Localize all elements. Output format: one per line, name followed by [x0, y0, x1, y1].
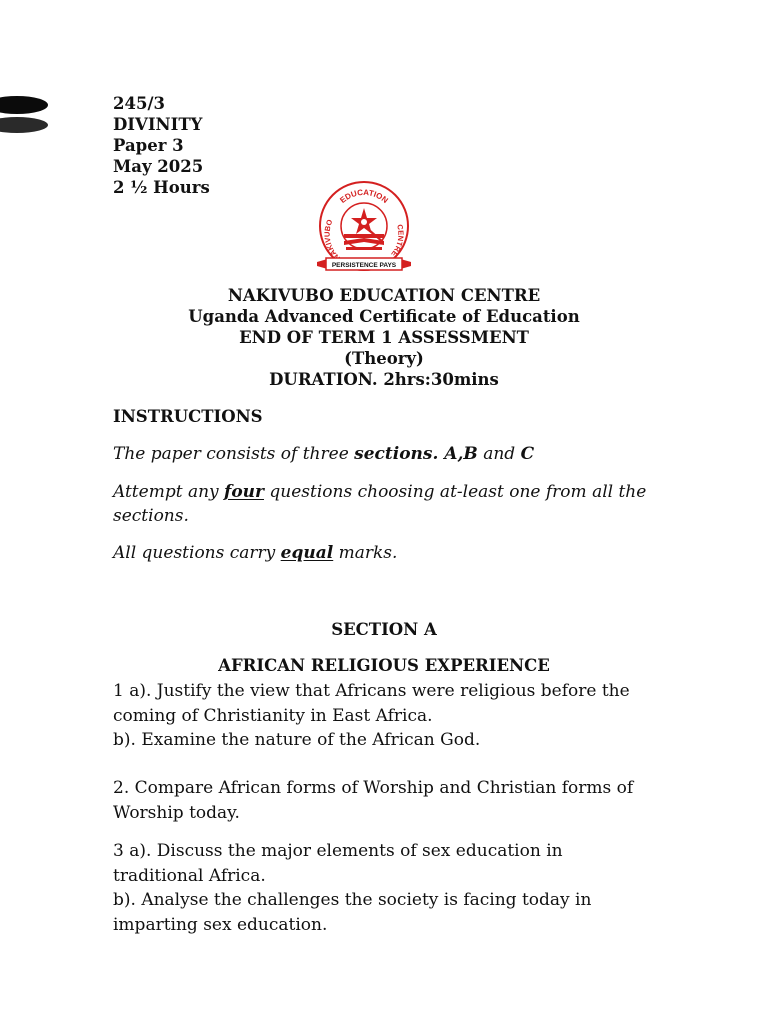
instruction-sections: [113, 442, 658, 466]
question-2: 2. Compare African forms of Worship and Christian forms of Worship today.: [113, 778, 634, 823]
instruction-emphasis: equal: [280, 543, 334, 563]
section-subheading: AFRICAN RELIGIOUS EXPERIENCE: [218, 656, 550, 675]
question-1a: 1 a). Justify the view that Africans were religious before the coming of Christianity in East Africa.: [113, 681, 630, 726]
paper-number: Paper 3: [113, 136, 184, 155]
section-heading: SECTION A: [331, 620, 437, 639]
instruction-emphasis: C: [520, 444, 535, 464]
question-1: [113, 679, 653, 753]
instruction-text: and: [477, 444, 521, 464]
assessment-name: END OF TERM 1 ASSESSMENT: [239, 328, 529, 347]
paper-date: May 2025: [113, 157, 204, 176]
school-logo: [311, 178, 417, 282]
school-name: NAKIVUBO EDUCATION CENTRE: [227, 286, 541, 305]
exam-title-block: [0, 285, 768, 390]
paper-header: [113, 93, 210, 198]
punch-hole-top: [0, 96, 48, 114]
question-1b: b). Examine the nature of the African God.: [113, 730, 481, 750]
instruction-emphasis: four: [224, 482, 264, 502]
logo-arc-left: AKIVUBO: [322, 218, 339, 258]
punch-hole-bottom: [0, 117, 48, 133]
exam-name: Uganda Advanced Certificate of Education: [188, 307, 580, 326]
instruction-marks: [113, 541, 658, 565]
instruction-text: marks.: [333, 543, 398, 563]
instruction-text: The paper consists of three: [113, 444, 355, 464]
logo-motto: PERSISTENCE PAYS: [331, 262, 397, 269]
question-3: [113, 839, 653, 937]
instruction-emphasis: sections. A,B: [354, 444, 478, 464]
paper-code: 245/3: [113, 94, 165, 113]
paper-type: (Theory): [344, 349, 424, 368]
logo-emblem-icon: [344, 208, 384, 250]
instruction-text: Attempt any: [113, 482, 225, 502]
instruction-text: All questions carry: [113, 543, 281, 563]
paper-duration: 2 ½ Hours: [113, 178, 210, 197]
paper-subject: DIVINITY: [113, 115, 203, 134]
question-3a: 3 a). Discuss the major elements of sex education in traditional Africa.: [113, 841, 563, 886]
logo-arc-right: CENTRE: [389, 223, 406, 259]
exam-duration: DURATION. 2hrs:30mins: [269, 370, 499, 389]
instructions-heading: INSTRUCTIONS: [113, 407, 263, 426]
instruction-text: questions choosing at-least one from all the sections.: [113, 482, 647, 526]
question-3b: b). Analyse the challenges the society is facing today in imparting sex education.: [113, 890, 592, 935]
instruction-attempt: [113, 480, 658, 528]
logo-arc-top: EDUCATION: [338, 187, 390, 206]
